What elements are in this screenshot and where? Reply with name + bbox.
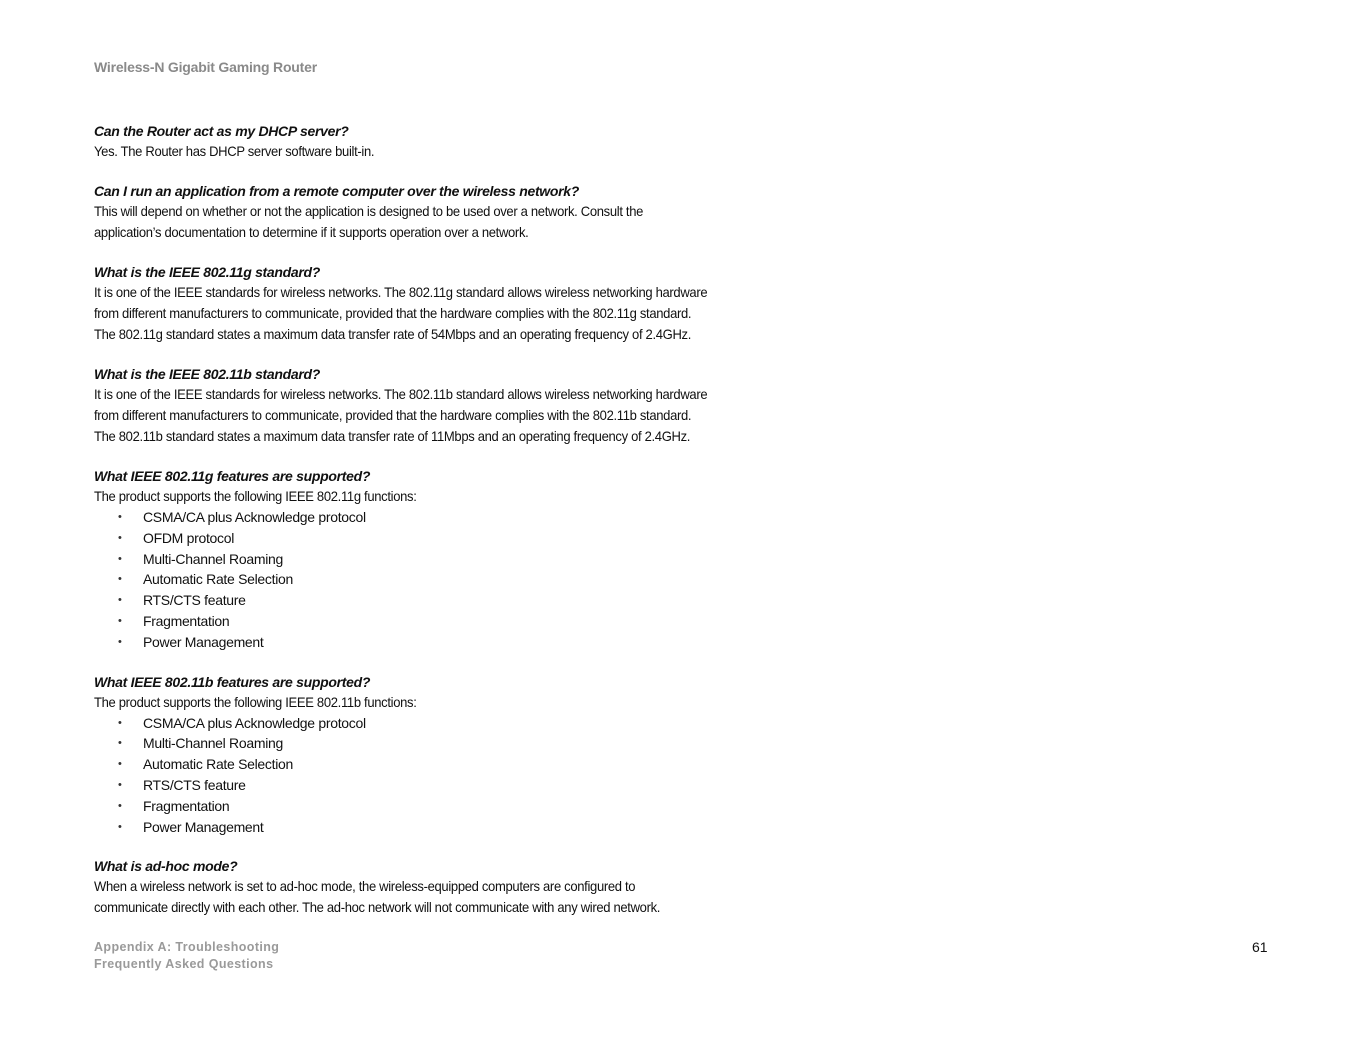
bullet-icon: •	[118, 552, 122, 565]
list-item	[118, 569, 854, 590]
list-item	[118, 817, 854, 838]
list-item-label: CSMA/CA plus Acknowledge protocol	[143, 509, 366, 525]
list-item	[118, 796, 854, 817]
faq-question: What is the IEEE 802.11g standard?	[94, 264, 321, 280]
bullet-icon: •	[118, 737, 122, 750]
list-item-label: Multi-Channel Roaming	[143, 735, 283, 752]
list-item-label: Automatic Rate Selection	[143, 756, 293, 773]
faq-item	[94, 262, 854, 345]
faq-question: Can the Router act as my DHCP server?	[94, 123, 349, 139]
answer-line: application’s documentation to determine if it supports operation over a network.	[94, 224, 529, 240]
list-item	[118, 632, 854, 653]
faq-answer	[94, 201, 857, 243]
feature-list	[94, 507, 854, 653]
faq-item	[94, 364, 854, 447]
faq-question: Can I run an application from a remote computer over the wireless network?	[94, 183, 580, 199]
list-item	[118, 775, 854, 796]
list-item-label: CSMA/CA plus Acknowledge protocol	[143, 714, 366, 731]
list-item-label: Multi-Channel Roaming	[143, 550, 283, 567]
running-header-title: Wireless-N Gigabit Gaming Router	[94, 59, 317, 75]
list-item	[118, 611, 854, 632]
faq-item	[94, 466, 854, 653]
list-item-label: Power Management	[143, 818, 264, 835]
list-item-label: Automatic Rate Selection	[143, 571, 293, 588]
list-item-label: RTS/CTS feature	[143, 592, 246, 609]
answer-line: When a wireless network is set to ad-hoc mode, the wireless-equipped computers are configured to	[94, 878, 636, 895]
feature-list	[94, 713, 854, 838]
list-item	[118, 507, 854, 528]
page-number: 61	[1252, 939, 1268, 955]
list-item	[118, 733, 854, 754]
footer-section-title: Appendix A: Troubleshooting	[94, 940, 280, 954]
answer-line: The product supports the following IEEE 802.11b functions:	[94, 693, 417, 710]
bullet-icon: •	[118, 716, 122, 729]
answer-line: communicate directly with each other. The ad-hoc network will not communicate with any wired network.	[94, 899, 661, 916]
bullet-icon: •	[118, 614, 122, 627]
answer-line: Yes. The Router has DHCP server software built-in.	[94, 143, 375, 159]
list-item	[118, 528, 854, 549]
faq-content	[94, 121, 854, 937]
list-item-label: Power Management	[143, 633, 264, 650]
list-item-label: Fragmentation	[143, 797, 230, 814]
footer-subsection-title: Frequently Asked Questions	[94, 957, 274, 971]
faq-question: What IEEE 802.11g features are supported?	[94, 468, 371, 484]
list-item-label: Fragmentation	[143, 612, 230, 629]
bullet-icon: •	[118, 820, 122, 833]
list-item	[118, 713, 854, 734]
faq-question: What is ad-hoc mode?	[94, 858, 238, 875]
bullet-icon: •	[118, 573, 122, 586]
faq-answer	[94, 876, 857, 918]
answer-line: from different manufacturers to communicate, provided that the hardware complies with the 802.11g standard.	[94, 305, 692, 321]
bullet-icon: •	[118, 778, 122, 791]
bullet-icon: •	[118, 594, 122, 607]
faq-item	[94, 856, 854, 918]
bullet-icon: •	[118, 511, 122, 523]
list-item	[118, 549, 854, 570]
bullet-icon: •	[118, 799, 122, 812]
list-item-label: RTS/CTS feature	[143, 776, 246, 793]
faq-answer	[94, 141, 857, 162]
list-item	[118, 590, 854, 611]
page-footer	[94, 939, 279, 973]
faq-question: What is the IEEE 802.11b standard?	[94, 366, 321, 382]
faq-item	[94, 121, 854, 162]
answer-line: The 802.11b standard states a maximum data transfer rate of 11Mbps and an operating frequency of 2.4GHz.	[94, 428, 691, 444]
faq-item	[94, 181, 854, 243]
bullet-icon: •	[118, 531, 122, 544]
faq-answer	[94, 282, 857, 345]
list-item	[118, 754, 854, 775]
answer-line: from different manufacturers to communicate, provided that the hardware complies with the 802.11b standard.	[94, 407, 692, 423]
bullet-icon: •	[118, 758, 122, 771]
bullet-icon: •	[118, 635, 122, 648]
faq-item	[94, 672, 854, 838]
answer-line: It is one of the IEEE standards for wireless networks. The 802.11g standard allows wireless networking hardware	[94, 284, 708, 300]
faq-answer	[94, 486, 857, 507]
list-item-label: OFDM protocol	[143, 529, 235, 546]
answer-line: The product supports the following IEEE 802.11g functions:	[94, 488, 417, 504]
faq-answer	[94, 692, 857, 713]
faq-answer	[94, 384, 857, 447]
answer-line: The 802.11g standard states a maximum data transfer rate of 54Mbps and an operating frequency of 2.4GHz.	[94, 326, 692, 342]
answer-line: It is one of the IEEE standards for wireless networks. The 802.11b standard allows wireless networking hardware	[94, 386, 708, 402]
faq-question: What IEEE 802.11b features are supported?	[94, 673, 371, 690]
answer-line: This will depend on whether or not the application is designed to be used over a network. Consult the	[94, 203, 644, 219]
